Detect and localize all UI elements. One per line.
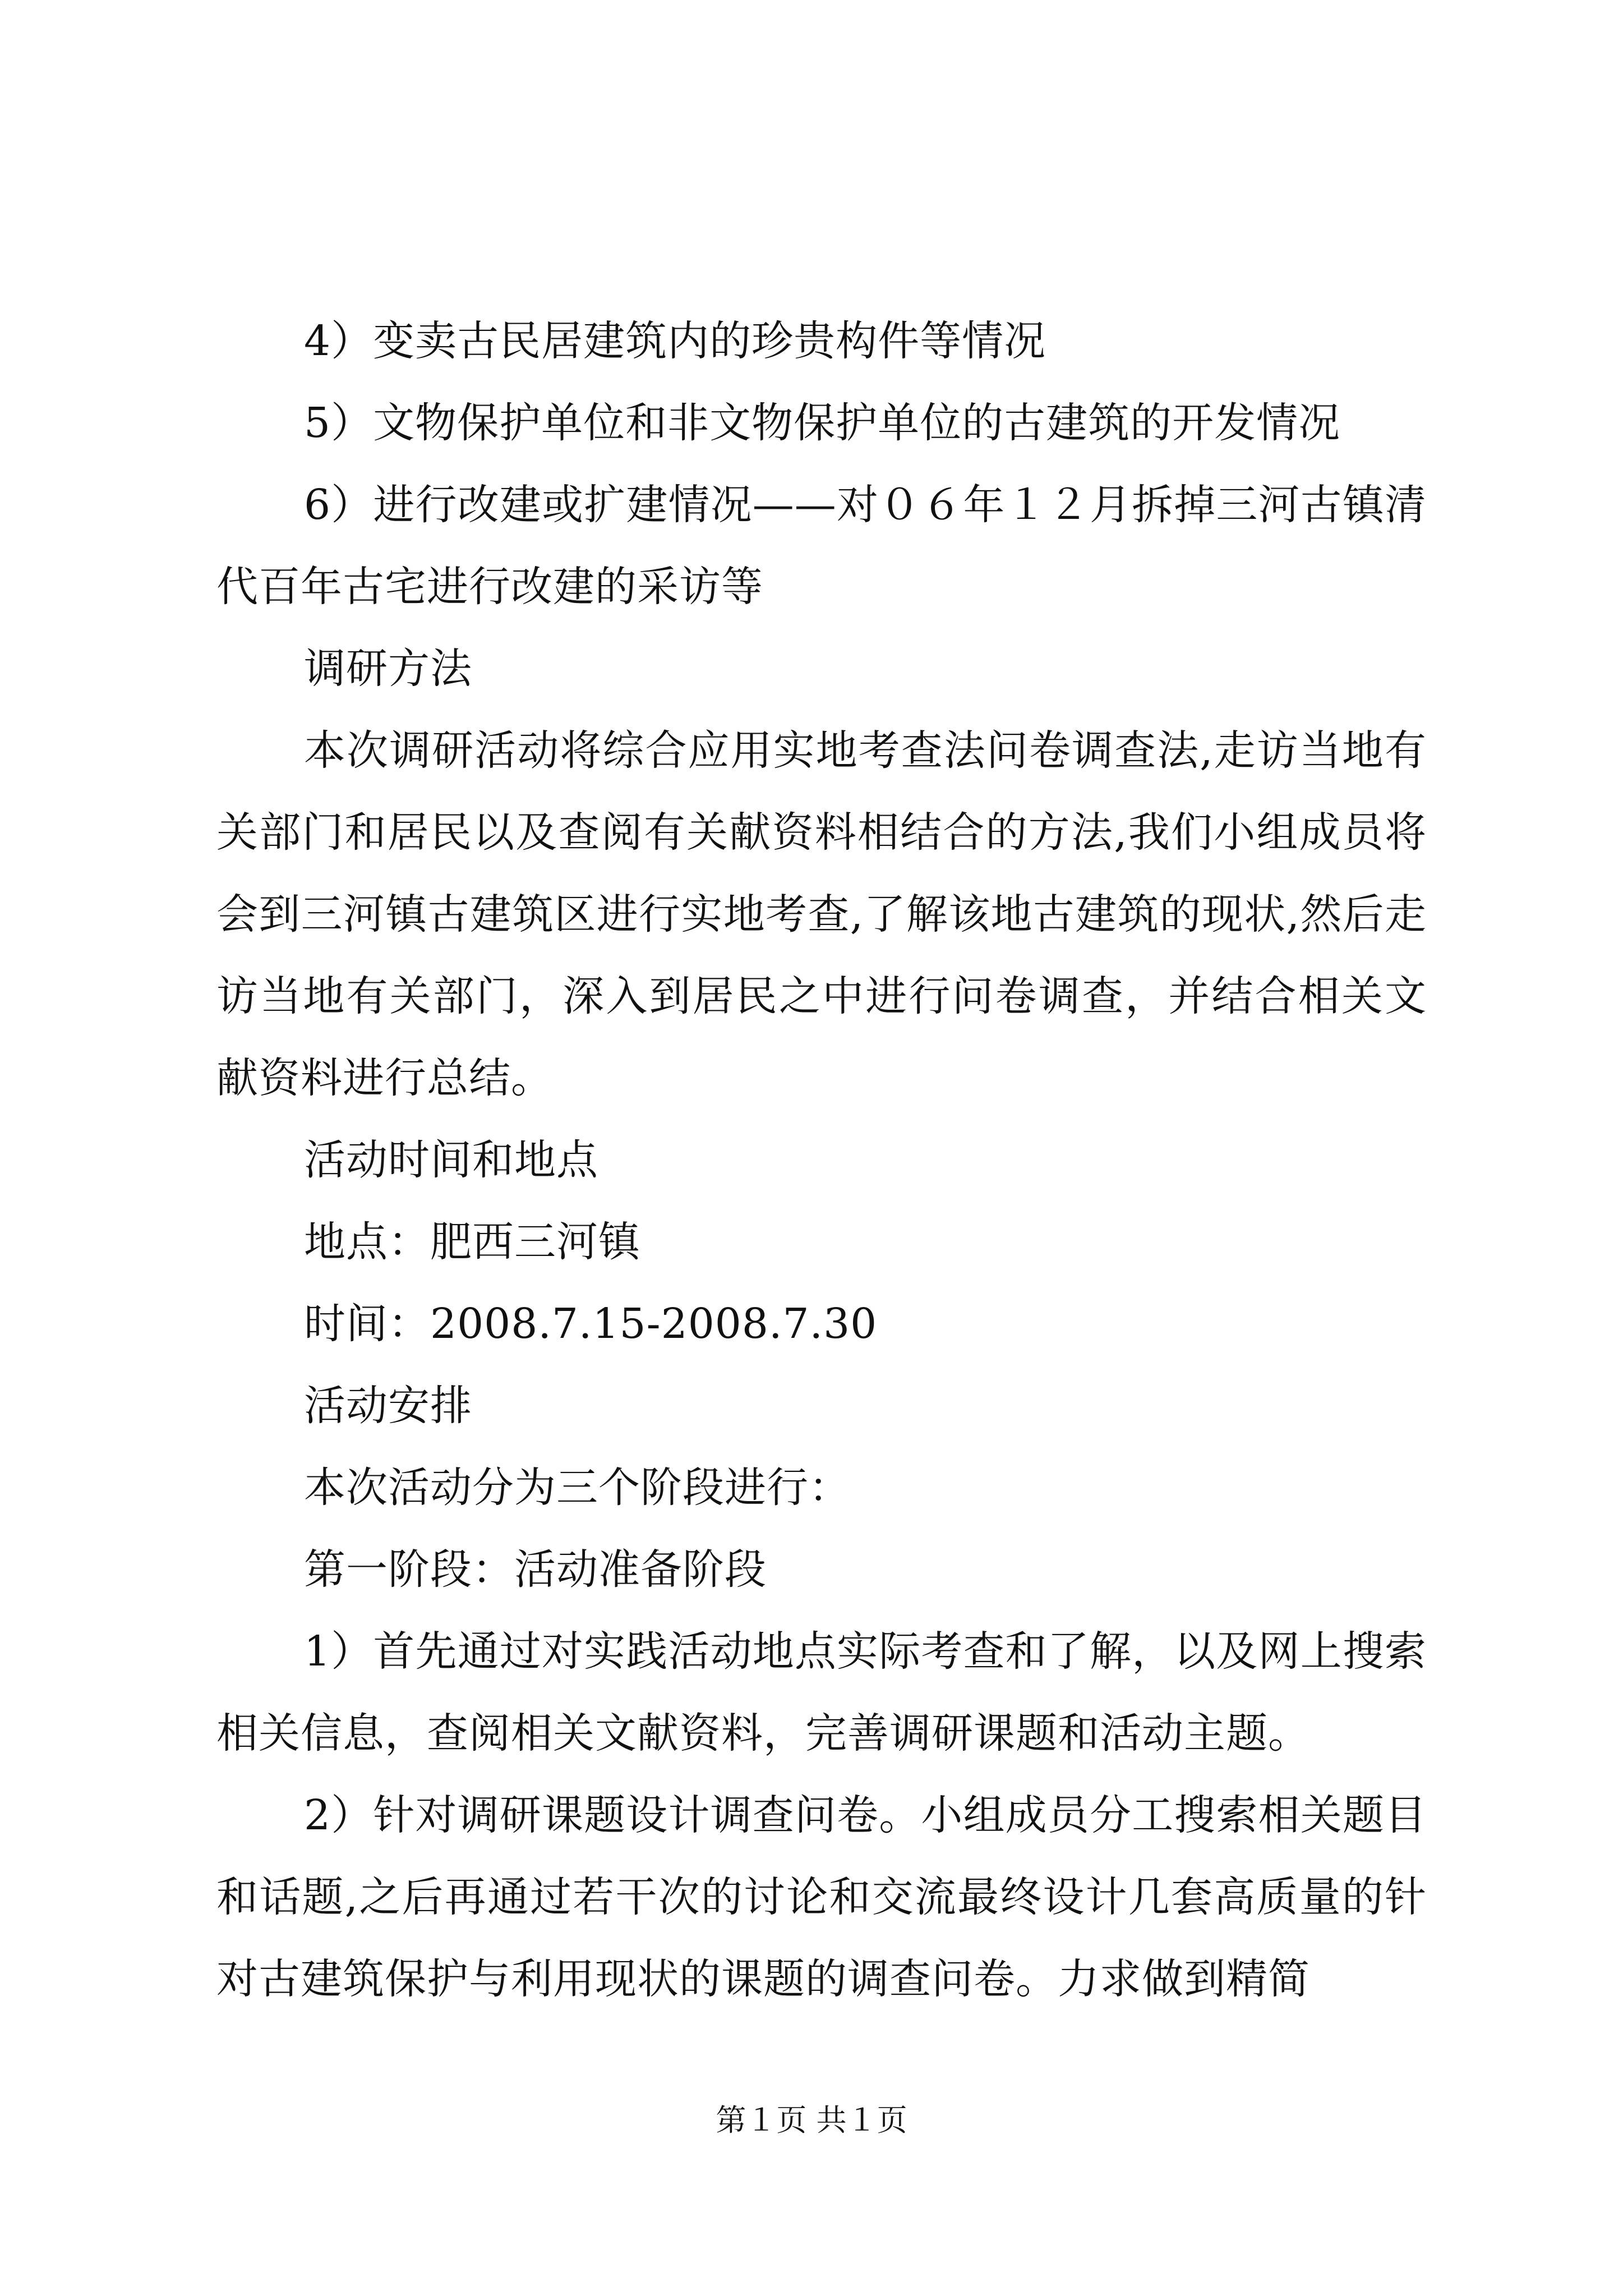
document-body [216,300,1427,2020]
paragraph-time: 时间：2008.7.15-2008.7.30 [304,1300,878,1348]
section-heading-arrangement: 活动安排 [304,1382,472,1430]
paragraph-stages-intro: 本次活动分为三个阶段进行： [304,1464,851,1512]
page-footer: 第１页 共１页 [716,2102,907,2138]
section-heading-methods: 调研方法 [304,645,472,693]
paragraph-item-4: 4）变卖古民居建筑内的珍贵构件等情况 [304,317,1046,365]
paragraph-stage-one: 第一阶段：活动准备阶段 [304,1545,767,1594]
paragraph-step-1: 1）首先通过对实践活动地点实际考查和了解，以及网上搜索相关信息，查阅相关文献资料，完善调研课题和活动主题。 [216,1627,1427,1757]
paragraph-item-5: 5）文物保护单位和非文物保护单位的古建筑的开发情况 [304,399,1341,447]
paragraph-methods: 本次调研活动将综合应用实地考查法问卷调查法,走访当地有关部门和居民以及查阅有关献资料相结合的方法,我们小组成员将会到三河镇古建筑区进行实地考查,了解该地古建筑的现状,然后走访当地有关部门，深入到居民之中进行问卷调查，并结合相关文献资料进行总结。 [216,726,1427,1102]
section-heading-time-place: 活动时间和地点 [304,1136,598,1184]
paragraph-item-6: 6）进行改建或扩建情况——对０６年１２月拆掉三河古镇清代百年古宅进行改建的采访等 [216,481,1427,611]
paragraph-location: 地点：肥西三河镇 [304,1218,640,1266]
paragraph-step-2: 2）针对调研课题设计调查问卷。小组成员分工搜索相关题目和话题,之后再通过若干次的讨论和交流最终设计几套高质量的针对古建筑保护与利用现状的课题的调查问卷。力求做到精简 [216,1791,1427,2003]
